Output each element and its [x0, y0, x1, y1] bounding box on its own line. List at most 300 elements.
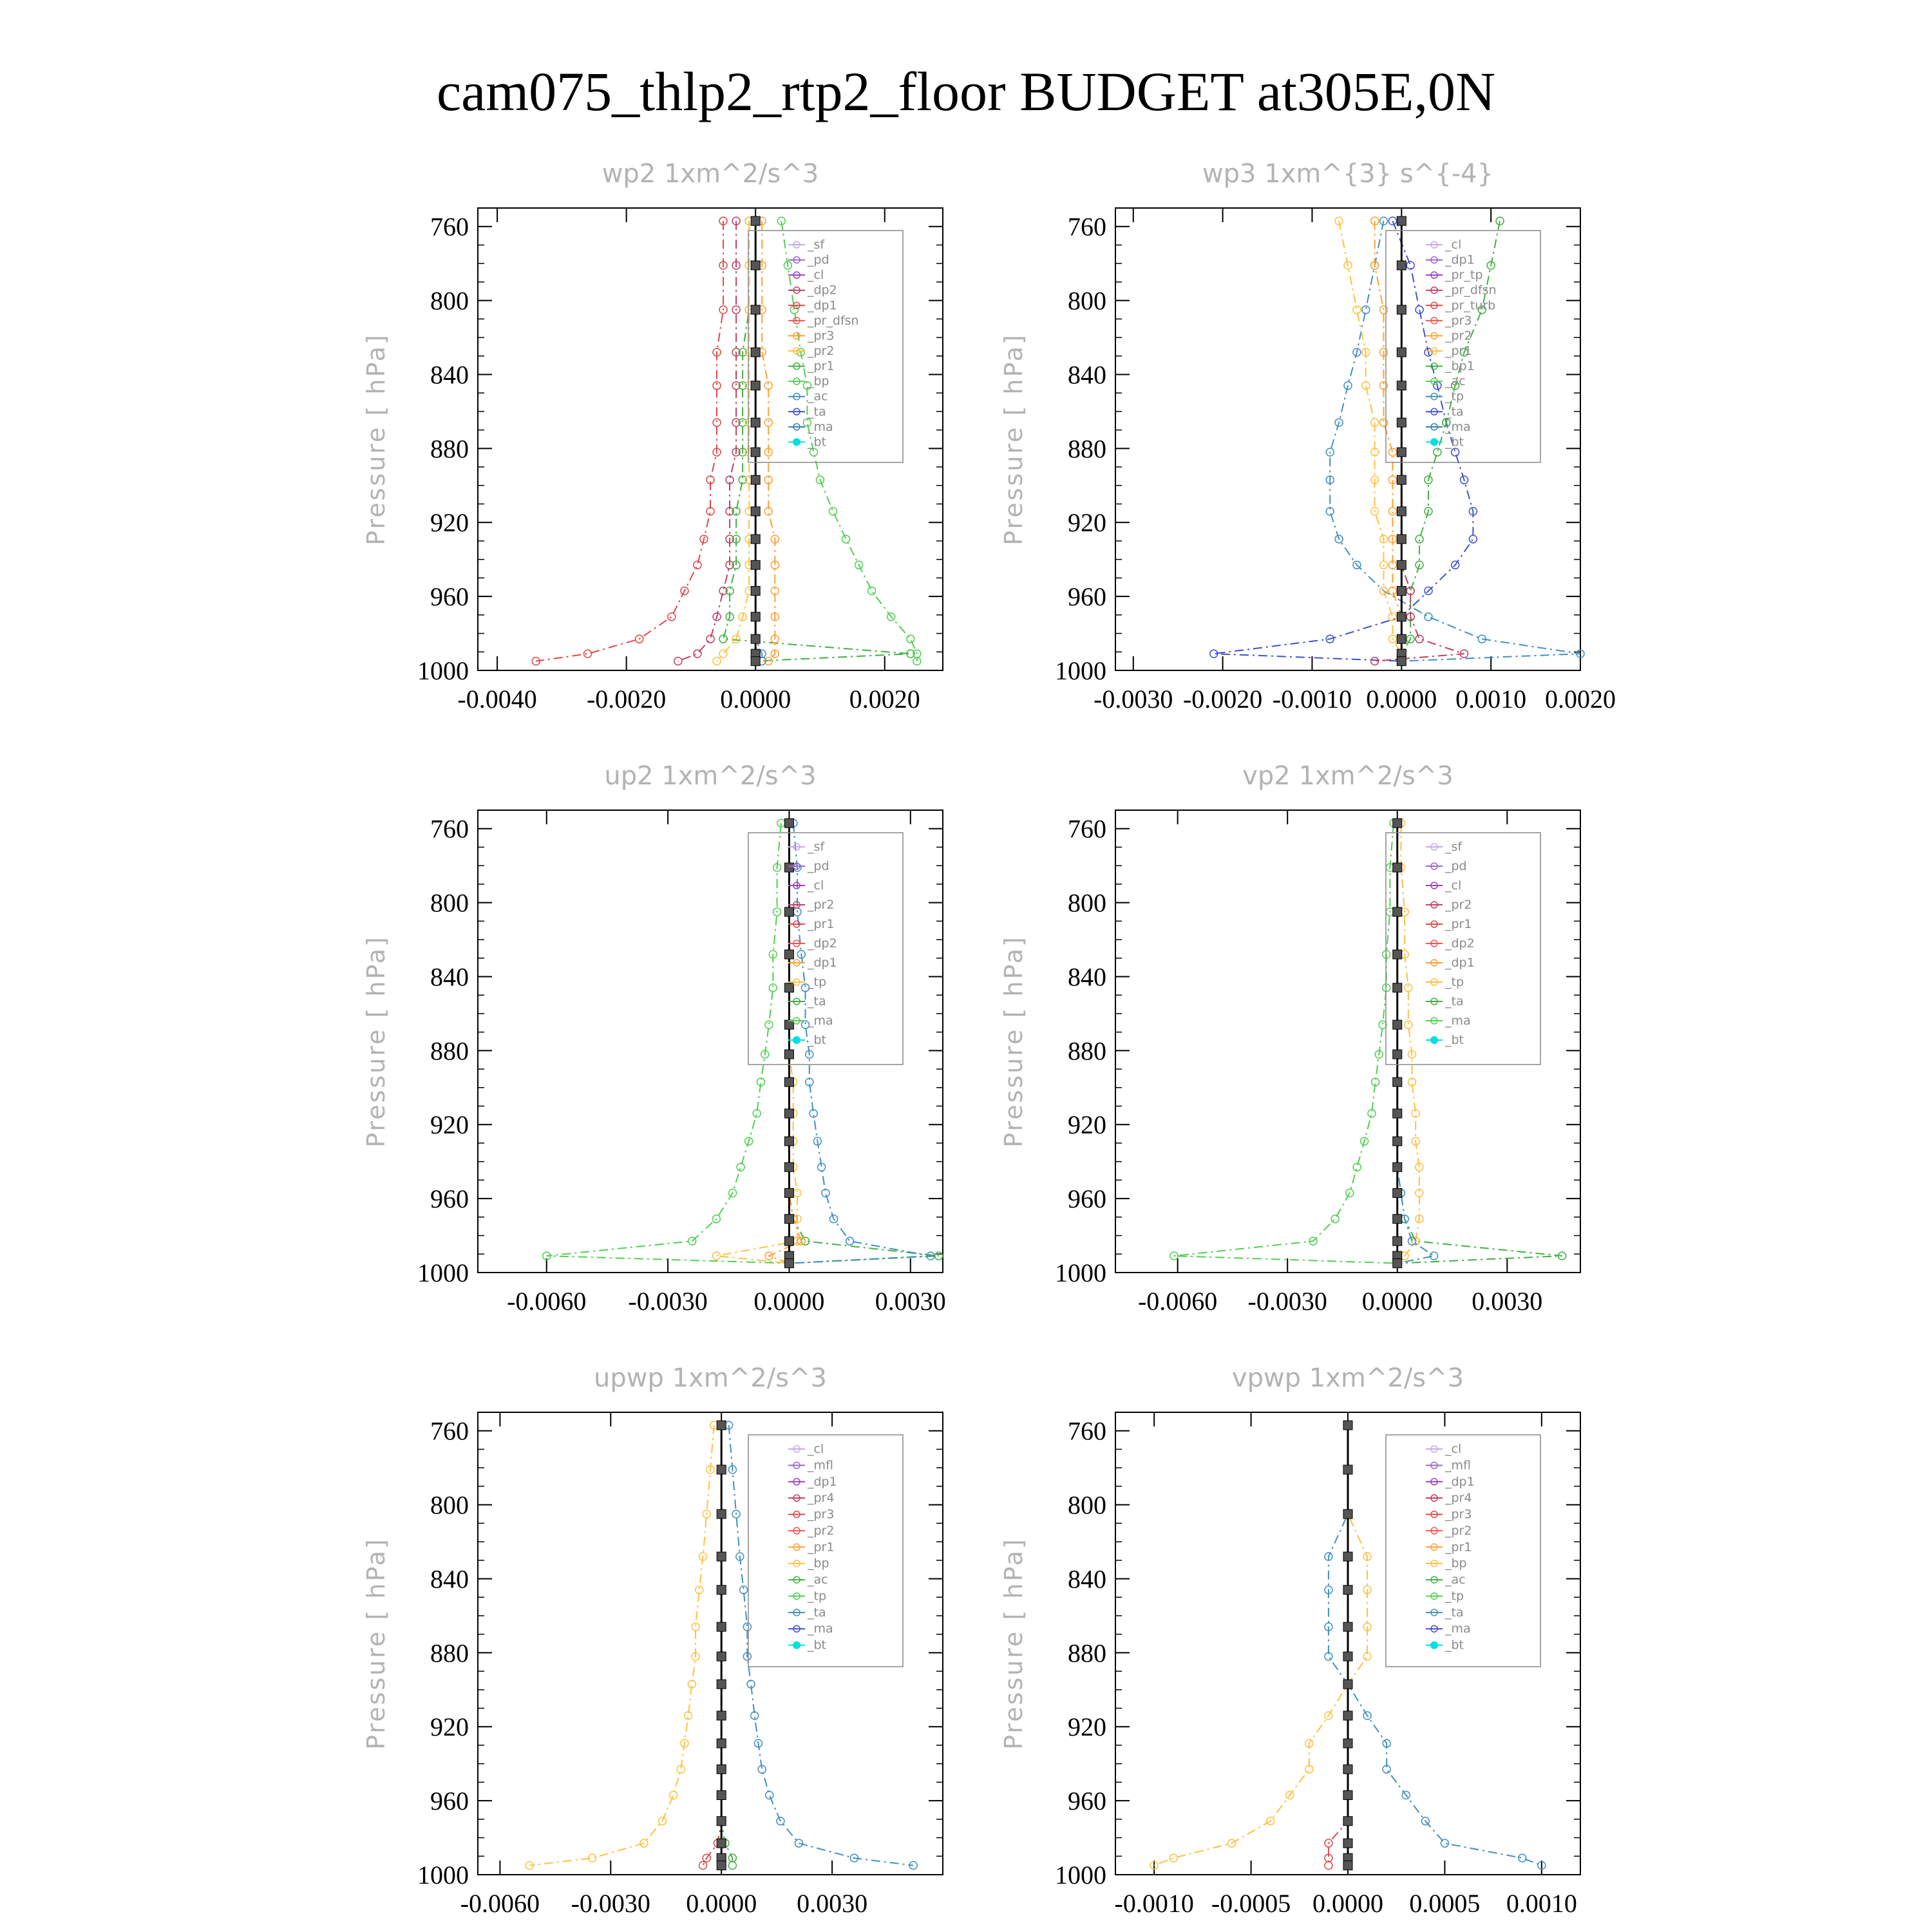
data-point [1393, 1259, 1402, 1268]
legend-label: _cl [1445, 878, 1462, 893]
data-point [751, 348, 760, 357]
legend-label: _tp [808, 975, 827, 989]
legend-label: _pr1 [1445, 1540, 1472, 1555]
data-point [1425, 613, 1432, 621]
data-point [751, 560, 760, 569]
data-point [751, 475, 760, 484]
legend-label: _ma [808, 1622, 833, 1636]
chart-panel-6 [999, 1363, 1580, 1918]
legend-label: _dp1 [1445, 1474, 1475, 1489]
legend-label: _dp2 [1445, 936, 1475, 951]
y-tick-label: 800 [1068, 286, 1106, 316]
data-point [751, 587, 760, 596]
data-point [694, 650, 701, 658]
data-point [1397, 657, 1406, 666]
data-point [1393, 907, 1402, 916]
legend-label: _dp1 [808, 1474, 837, 1489]
panel-title: vp2 1xm^2/s^3 [1242, 761, 1454, 791]
x-tick-label: 0.0000 [686, 1889, 757, 1918]
legend-label: _ac [1445, 374, 1466, 389]
legend-label: _pr_dfsn [1445, 283, 1497, 298]
y-tick-label: 800 [430, 888, 469, 918]
legend-label: _dp1 [808, 956, 837, 970]
y-tick-label: 800 [430, 286, 469, 316]
data-point [784, 983, 793, 992]
legend-label: _ta [1445, 994, 1464, 1009]
legend-marker [793, 438, 800, 446]
data-point [766, 1792, 773, 1799]
legend-label: _pr_tp [1445, 268, 1483, 283]
chart-panel-5 [362, 1363, 943, 1918]
legend-label: _ac [1445, 1573, 1466, 1587]
chart-panel-2 [999, 159, 1616, 714]
data-point [1393, 1215, 1402, 1224]
data-point [1343, 1510, 1352, 1519]
legend-marker [1430, 438, 1438, 446]
legend-label: _bt [1445, 1638, 1464, 1653]
legend-label: _cl [1445, 1442, 1462, 1456]
y-tick-label: 1000 [417, 1861, 469, 1889]
x-tick-label: -0.0060 [507, 1287, 587, 1316]
data-point [751, 507, 760, 516]
data-point [1325, 1862, 1332, 1870]
data-point [784, 1236, 793, 1245]
data-point [1343, 1552, 1352, 1561]
y-tick-label: 880 [430, 434, 469, 464]
legend-label: _dp1 [1445, 956, 1475, 970]
y-tick-label: 800 [1068, 1490, 1106, 1520]
y-tick-label: 840 [430, 1564, 469, 1594]
data-point [1397, 381, 1406, 390]
legend-label: _pd [808, 252, 829, 267]
panel-title: vpwp 1xm^2/s^3 [1231, 1363, 1464, 1393]
y-axis-label: Pressure [ hPa] [999, 333, 1028, 545]
data-point [1416, 535, 1423, 543]
data-point [1343, 1765, 1352, 1774]
legend-label: _pr3 [808, 1507, 835, 1522]
data-point [717, 1680, 726, 1689]
series-line [678, 221, 736, 661]
legend-label: _ta [1445, 404, 1464, 419]
data-point [1353, 1163, 1361, 1171]
figure-title: cam075_thlp2_rtp2_floor BUDGET at305E,0N [436, 61, 1496, 122]
data-point [846, 1237, 854, 1245]
data-point [706, 635, 714, 643]
legend-label: _cl [808, 1442, 824, 1456]
data-point [717, 1622, 726, 1631]
data-point [784, 1259, 793, 1268]
panel-title: wp3 1xm^{3} s^{-4} [1202, 159, 1494, 189]
legend-label: _bp [1445, 1556, 1467, 1571]
y-tick-label: 840 [1068, 962, 1106, 992]
y-tick-label: 960 [430, 1184, 469, 1214]
data-point [784, 1162, 793, 1171]
data-point [717, 1861, 726, 1870]
x-tick-label: -0.0030 [1247, 1287, 1327, 1316]
legend-label: _tp [1445, 1589, 1464, 1604]
data-point [699, 1862, 707, 1870]
data-point [769, 984, 777, 992]
x-tick-label: 0.0030 [1472, 1287, 1543, 1316]
data-point [717, 1465, 726, 1474]
x-tick-label: 0.0000 [720, 685, 791, 714]
data-point [784, 950, 793, 959]
data-point [728, 1862, 736, 1870]
data-point [1343, 1421, 1352, 1430]
y-axis-label: Pressure [ hPa] [999, 1537, 1028, 1750]
data-point [784, 1215, 793, 1224]
series-line [547, 823, 790, 1264]
series-line [781, 221, 917, 661]
legend-label: _pr1 [1445, 344, 1472, 358]
legend-label: _cl [808, 878, 824, 893]
y-tick-label: 1000 [1055, 1258, 1106, 1287]
x-tick-label: 0.0020 [849, 685, 920, 714]
data-point [764, 419, 772, 426]
legend-label: _cl [1445, 238, 1462, 252]
legend-label: _pr2 [808, 344, 835, 358]
legend-label: _ac [808, 1573, 828, 1587]
plot-frame [1115, 810, 1580, 1273]
data-point [842, 535, 850, 543]
data-point [717, 1552, 726, 1561]
legend-label: _ma [808, 1014, 833, 1028]
data-point [751, 657, 760, 666]
data-point [670, 1792, 677, 1799]
data-point [1469, 535, 1477, 543]
data-point [1343, 1652, 1352, 1661]
y-tick-label: 1000 [417, 1258, 469, 1287]
data-point [1331, 1215, 1339, 1223]
chart-panel-4 [999, 761, 1580, 1316]
x-tick-label: -0.0010 [1114, 1889, 1194, 1918]
chart-panel-1 [362, 159, 943, 714]
legend-label: _pr_turb [1445, 298, 1496, 313]
data-point [1393, 819, 1402, 828]
y-tick-label: 760 [1068, 212, 1106, 242]
x-tick-label: -0.0040 [457, 685, 537, 714]
legend-label: _bp1 [1445, 359, 1475, 374]
data-point [784, 1050, 793, 1059]
y-tick-label: 920 [1068, 1110, 1106, 1140]
data-point [1343, 1791, 1352, 1800]
data-point [1393, 1236, 1402, 1245]
data-point [1393, 1162, 1402, 1171]
data-point [1343, 1680, 1352, 1689]
x-tick-label: -0.0005 [1211, 1889, 1291, 1918]
data-point [751, 418, 760, 427]
legend-label: _ta [808, 994, 826, 1009]
legend-label: _ma [1445, 1622, 1471, 1636]
legend-label: _pr1 [808, 917, 835, 931]
y-tick-label: 840 [1068, 1564, 1106, 1594]
x-tick-label: -0.0060 [1137, 1287, 1218, 1316]
y-tick-label: 840 [430, 962, 469, 992]
data-point [712, 1252, 720, 1260]
data-point [1397, 560, 1406, 569]
legend-label: _sf [808, 840, 825, 854]
plot-frame [478, 208, 943, 670]
legend-marker [1430, 1642, 1438, 1649]
legend-label: _pr2 [1445, 1523, 1472, 1538]
data-point [1393, 1050, 1402, 1059]
data-point [1397, 216, 1406, 225]
legend-label: _mfl [1445, 1458, 1471, 1473]
y-tick-label: 840 [430, 360, 469, 390]
x-tick-label: -0.0010 [1272, 685, 1352, 714]
data-point [717, 1586, 726, 1595]
legend-label: _cl [808, 268, 824, 283]
legend-label: _sf [808, 238, 825, 252]
data-point [751, 305, 760, 314]
x-tick-label: 0.0010 [1506, 1889, 1577, 1918]
y-tick-label: 960 [430, 582, 469, 612]
data-point [1343, 1465, 1352, 1474]
y-tick-label: 920 [430, 508, 469, 538]
legend-label: _ac [808, 389, 828, 404]
data-point [1397, 305, 1406, 314]
data-point [784, 1137, 793, 1146]
data-point [765, 1021, 773, 1028]
y-tick-label: 960 [1068, 1786, 1106, 1816]
panel-title: wp2 1xm^2/s^3 [601, 159, 819, 189]
data-point [719, 650, 727, 658]
data-point [1397, 418, 1406, 427]
legend-label: _pr3 [808, 328, 835, 343]
legend-label: _pd [808, 859, 829, 873]
data-point [868, 587, 876, 595]
data-point [784, 907, 793, 916]
data-point [719, 635, 727, 643]
data-point [1434, 448, 1441, 456]
legend-label: _bp [808, 374, 829, 389]
x-tick-label: 0.0000 [1366, 685, 1437, 714]
data-point [1397, 612, 1406, 621]
series-line [1154, 1425, 1367, 1866]
y-tick-label: 880 [430, 1036, 469, 1066]
data-point [1388, 448, 1396, 456]
x-tick-label: -0.0030 [571, 1889, 650, 1918]
legend-label: _pr4 [1445, 1491, 1472, 1506]
legend-label: _bt [808, 435, 827, 450]
legend-label: _pr3 [1445, 313, 1472, 328]
y-tick-label: 880 [430, 1638, 469, 1668]
legend-label: _ma [808, 419, 833, 434]
data-point [1416, 635, 1423, 643]
data-point [717, 1421, 726, 1430]
data-point [713, 419, 721, 426]
legend-label: _bp [808, 1556, 829, 1571]
series-line [536, 221, 723, 661]
data-point [717, 1791, 726, 1800]
x-tick-label: 0.0000 [1361, 1287, 1433, 1316]
x-tick-label: -0.0030 [1094, 685, 1173, 714]
data-point [717, 1765, 726, 1774]
data-point [1343, 1711, 1352, 1720]
data-point [1393, 863, 1402, 872]
data-point [1397, 448, 1406, 457]
data-point [751, 216, 760, 225]
data-point [1397, 535, 1406, 544]
data-point [1393, 1189, 1402, 1198]
panel-title: up2 1xm^2/s^3 [604, 761, 817, 791]
legend-marker [793, 1642, 800, 1649]
y-tick-label: 1000 [1055, 1861, 1106, 1889]
legend-label: _ta [1445, 1605, 1464, 1620]
legend-label: _dp1 [1445, 252, 1475, 267]
x-tick-label: 0.0000 [753, 1287, 825, 1316]
legend-label: _ta [808, 1605, 826, 1620]
x-tick-label: 0.0000 [1312, 1889, 1383, 1918]
y-tick-label: 920 [1068, 508, 1106, 538]
data-point [1397, 261, 1406, 270]
data-point [784, 1189, 793, 1198]
data-point [751, 261, 760, 270]
x-tick-label: -0.0030 [628, 1287, 708, 1316]
y-axis-label: Pressure [ hPa] [999, 935, 1028, 1148]
y-tick-label: 760 [430, 212, 469, 242]
legend-label: _dp1 [808, 298, 837, 313]
legend-label: _pr1 [1445, 917, 1472, 931]
plot-frame [1115, 208, 1580, 670]
legend-label: _pr2 [808, 898, 835, 912]
y-tick-label: 920 [430, 1110, 469, 1140]
y-tick-label: 960 [1068, 582, 1106, 612]
legend-label: _bt [1445, 435, 1464, 450]
legend-marker [793, 1036, 800, 1044]
y-tick-label: 920 [430, 1712, 469, 1742]
data-point [717, 1839, 726, 1848]
data-point [1393, 950, 1402, 959]
panel-title: upwp 1xm^2/s^3 [594, 1363, 827, 1393]
legend-label: _pr1 [808, 359, 835, 374]
x-tick-label: -0.0020 [1182, 685, 1263, 714]
y-tick-label: 760 [1068, 1416, 1106, 1446]
y-tick-label: 760 [1068, 814, 1106, 844]
data-point [1397, 507, 1406, 516]
data-point [1393, 1077, 1402, 1086]
data-point [1379, 1021, 1387, 1028]
data-point [1343, 1586, 1352, 1595]
legend-label: _pr2 [1445, 328, 1472, 343]
x-tick-label: 0.0030 [797, 1889, 868, 1918]
y-tick-label: 760 [430, 1416, 469, 1446]
data-point [784, 1109, 793, 1118]
y-tick-label: 960 [430, 1786, 469, 1816]
data-point [1397, 587, 1406, 596]
data-point [717, 1817, 726, 1826]
legend-label: _dp2 [808, 936, 837, 951]
data-point [1343, 1622, 1352, 1631]
data-point [1397, 634, 1406, 643]
plot-frame [478, 810, 943, 1273]
x-tick-label: -0.0020 [586, 685, 667, 714]
plot-frame [478, 1412, 943, 1875]
data-point [1393, 1020, 1402, 1029]
y-tick-label: 800 [430, 1490, 469, 1520]
data-point [717, 1711, 726, 1720]
data-point [1393, 1109, 1402, 1118]
data-point [1405, 984, 1412, 992]
legend-label: _dp2 [808, 283, 837, 298]
y-tick-label: 920 [1068, 1712, 1106, 1742]
x-tick-label: 0.0005 [1409, 1889, 1481, 1918]
legend-label: _tp [1445, 975, 1464, 989]
data-point [784, 1077, 793, 1086]
data-point [1388, 507, 1396, 515]
data-point [694, 561, 701, 569]
legend-label: _bt [1445, 1033, 1464, 1047]
legend-label: _tp [808, 1589, 827, 1604]
y-tick-label: 1000 [417, 656, 469, 685]
data-point [717, 1510, 726, 1519]
legend-label: _pd [1445, 859, 1467, 873]
data-point [829, 507, 837, 515]
legend-label: _pr_dfsn [808, 313, 859, 328]
data-point [751, 381, 760, 390]
legend-marker [1430, 1036, 1438, 1044]
series-line [1174, 823, 1397, 1264]
x-tick-label: 0.0010 [1455, 685, 1527, 714]
data-point [717, 1739, 726, 1748]
y-tick-label: 880 [1068, 1036, 1106, 1066]
data-point [751, 634, 760, 643]
legend-label: _pr1 [808, 1540, 835, 1555]
chart-panel-3 [362, 761, 946, 1316]
y-tick-label: 880 [1068, 1638, 1106, 1668]
series-line [1397, 823, 1562, 1264]
data-point [1170, 1854, 1177, 1862]
legend-label: _pr4 [808, 1491, 835, 1506]
legend-label: _sf [1445, 840, 1463, 854]
legend-label: _pr2 [1445, 898, 1472, 912]
data-point [1452, 448, 1459, 456]
data-point [907, 635, 914, 643]
legend-label: _mfl [808, 1458, 833, 1473]
x-tick-label: 0.0030 [875, 1287, 946, 1316]
legend-label: _ma [1445, 419, 1471, 434]
legend-label: _bt [808, 1638, 827, 1653]
y-axis-label: Pressure [ hPa] [362, 1537, 390, 1750]
data-point [1405, 1021, 1412, 1028]
y-tick-label: 880 [1068, 434, 1106, 464]
data-point [784, 1020, 793, 1029]
legend-label: _tp [1445, 389, 1464, 404]
data-point [1343, 1739, 1352, 1748]
legend-label: _bt [808, 1033, 827, 1047]
data-point [784, 819, 793, 828]
data-point [1343, 1817, 1352, 1826]
series-line [762, 221, 775, 661]
y-axis-label: Pressure [ hPa] [362, 935, 390, 1148]
y-tick-label: 960 [1068, 1184, 1106, 1214]
series-line [1397, 823, 1434, 1264]
x-tick-label: -0.0060 [460, 1889, 540, 1918]
y-axis-label: Pressure [ hPa] [362, 333, 390, 545]
legend-label: _pr2 [808, 1523, 835, 1538]
y-tick-label: 800 [1068, 888, 1106, 918]
data-point [751, 448, 760, 457]
data-point [1397, 348, 1406, 357]
series-line [529, 1425, 714, 1866]
y-tick-label: 760 [430, 814, 469, 844]
data-point [668, 613, 676, 621]
data-point [751, 612, 760, 621]
data-point [1343, 1861, 1352, 1870]
data-point [717, 1652, 726, 1661]
data-point [1397, 475, 1406, 484]
data-point [751, 535, 760, 544]
